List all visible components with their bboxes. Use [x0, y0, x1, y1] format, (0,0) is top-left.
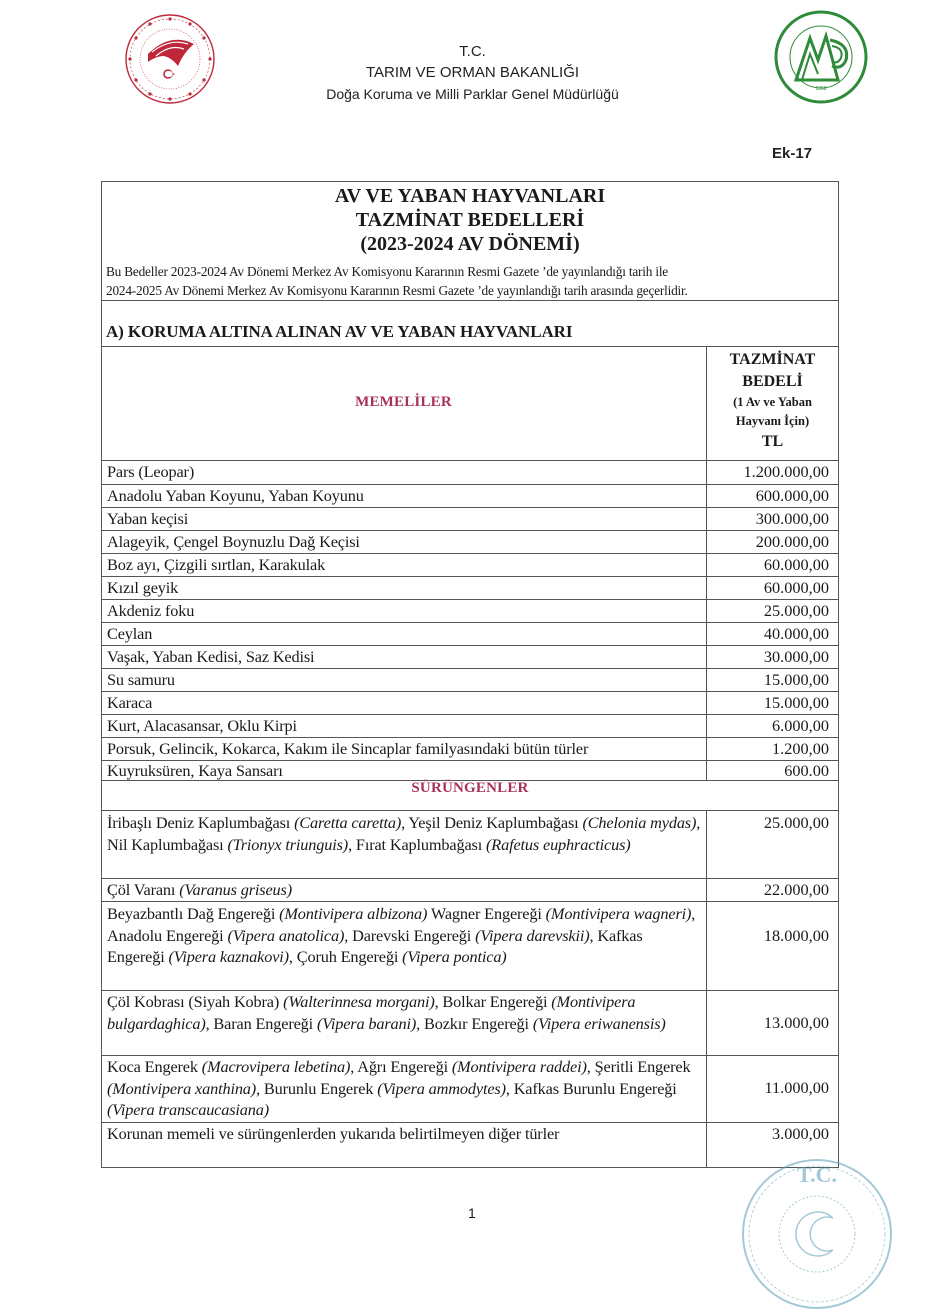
divider: [101, 901, 839, 902]
compensation-value: 1.200,00: [772, 739, 829, 758]
table-row: [101, 812, 839, 878]
title-line-2: TAZMİNAT BEDELLERİ: [355, 209, 585, 231]
col-header-line: (1 Av ve Yaban: [733, 395, 812, 409]
compensation-value: 25.000,00: [763, 813, 829, 832]
species-name: Korunan memeli ve sürüngenlerden yukarıda belirtilmeyen diğer türler: [107, 1124, 560, 1143]
compensation-value: 30.000,00: [763, 647, 829, 666]
page-number: 1: [468, 1205, 476, 1221]
header-directorate: Doğa Koruma ve Milli Parklar Genel Müdürlüğü: [326, 86, 619, 102]
compensation-value: 200.000,00: [755, 532, 829, 551]
title-line-3: (2023-2024 AV DÖNEMİ): [360, 233, 580, 255]
validity-note-line-2: 2024-2025 Av Dönemi Merkez Av Komisyonu Kararının Resmi Gazete ’de yayınlandığı tarih arasında geçerlidir.: [106, 283, 688, 298]
col-header-line: TL: [761, 433, 784, 450]
validity-note: [106, 262, 836, 300]
col-header-line: BEDELİ: [742, 373, 803, 390]
species-name: İribaşlı Deniz Kaplumbağası (Caretta caretta), Yeşil Deniz Kaplumbağası (Chelonia mydas), Nil Kaplumbağası (Trionyx triunguis), Fırat Kaplumbağası (Rafetus euphracticus): [107, 813, 701, 854]
species-name: Kızıl geyik: [107, 578, 179, 597]
compensation-column-header: [706, 349, 839, 453]
species-name: Vaşak, Yaban Kedisi, Saz Kedisi: [107, 647, 315, 666]
species-name: Anadolu Yaban Koyunu, Yaban Koyunu: [107, 486, 364, 505]
svg-text:1958: 1958: [815, 86, 827, 92]
letterhead: [0, 42, 945, 104]
header-ministry: TARIM VE ORMAN BAKANLIĞI: [365, 64, 580, 81]
species-name: Alageyik, Çengel Boynuzlu Dağ Keçisi: [107, 532, 360, 551]
compensation-value: 600.00: [784, 761, 829, 780]
compensation-value: 22.000,00: [763, 880, 829, 899]
section-a-heading: A) KORUMA ALTINA ALINAN AV VE YABAN HAYVANLARI: [106, 322, 573, 341]
official-stamp-icon: [725, 1152, 903, 1314]
divider: [101, 300, 839, 301]
species-name: Su samuru: [107, 670, 175, 689]
species-name: Porsuk, Gelincik, Kokarca, Kakım ile Sincaplar familyasındaki bütün türler: [107, 739, 589, 758]
species-name: Ceylan: [107, 624, 153, 643]
header-tc: T.C.: [459, 43, 486, 60]
species-name: Karaca: [107, 693, 153, 712]
species-name: Beyazbantlı Dağ Engereği (Montivipera albizona) Wagner Engereği (Montivipera wagneri), Anadolu Engereği (Vipera anatolica), Darevski Engereği (Vipera darevskii), Kafkas Engereği (Vipera kaznakovi), Çoruh Engereği (Vipera pontica): [107, 904, 696, 966]
compensation-value: 6.000,00: [772, 716, 829, 735]
species-name: Akdeniz foku: [107, 601, 195, 620]
compensation-value: 1.200.000,00: [743, 462, 829, 481]
compensation-value: 60.000,00: [763, 555, 829, 574]
compensation-value: 60.000,00: [763, 578, 829, 597]
col-header-line: Hayvanı İçin): [735, 414, 810, 428]
divider: [101, 346, 839, 347]
species-name: Kurt, Alacasansar, Oklu Kirpi: [107, 716, 297, 735]
species-name: Pars (Leopar): [107, 462, 195, 481]
document-title: [101, 184, 839, 256]
col-header-line: TAZMİNAT: [729, 351, 816, 368]
species-name: Kuyruksüren, Kaya Sansarı: [107, 761, 283, 780]
compensation-value: 15.000,00: [763, 670, 829, 689]
compensation-value: 25.000,00: [763, 601, 829, 620]
species-name: Çöl Kobrası (Siyah Kobra) (Walterinnesa morgani), Bolkar Engereği (Montivipera bulgardaghica), Baran Engereği (Vipera barani), Bozkır Engereği (Vipera eriwanensis): [107, 992, 666, 1033]
compensation-value: 3.000,00: [772, 1124, 829, 1143]
compensation-value: 300.000,00: [755, 509, 829, 528]
compensation-value: 15.000,00: [763, 693, 829, 712]
divider: [101, 810, 839, 811]
species-name: Yaban keçisi: [107, 509, 189, 528]
compensation-value: 18.000,00: [763, 926, 829, 945]
annex-label: Ek-17: [772, 145, 813, 162]
mammals-heading: MEMELİLER: [355, 394, 452, 410]
species-name: Çöl Varanı (Varanus griseus): [107, 880, 292, 899]
reptiles-heading: SÜRÜNGENLER: [411, 780, 529, 796]
compensation-value: 40.000,00: [763, 624, 829, 643]
compensation-value: 11.000,00: [764, 1078, 829, 1097]
compensation-value: 600.000,00: [755, 486, 829, 505]
species-name: Koca Engerek (Macrovipera lebetina), Ağrı Engereği (Montivipera raddei), Şeritli Engerek (Montivipera xanthina), Burunlu Engerek (Vipera ammodytes), Kafkas Burunlu Engereği (Vipera transcaucasiana): [107, 1057, 691, 1119]
compensation-value: 13.000,00: [763, 1013, 829, 1032]
title-line-1: AV VE YABAN HAYVANLARI: [334, 185, 606, 207]
validity-note-line-1: Bu Bedeller 2023-2024 Av Dönemi Merkez Av Komisyonu Kararının Resmi Gazete ’de yayınlandığı tarih ile: [106, 264, 669, 279]
species-name: Boz ayı, Çizgili sırtlan, Karakulak: [107, 555, 326, 574]
svg-text:T.C.: T.C.: [797, 1162, 837, 1187]
